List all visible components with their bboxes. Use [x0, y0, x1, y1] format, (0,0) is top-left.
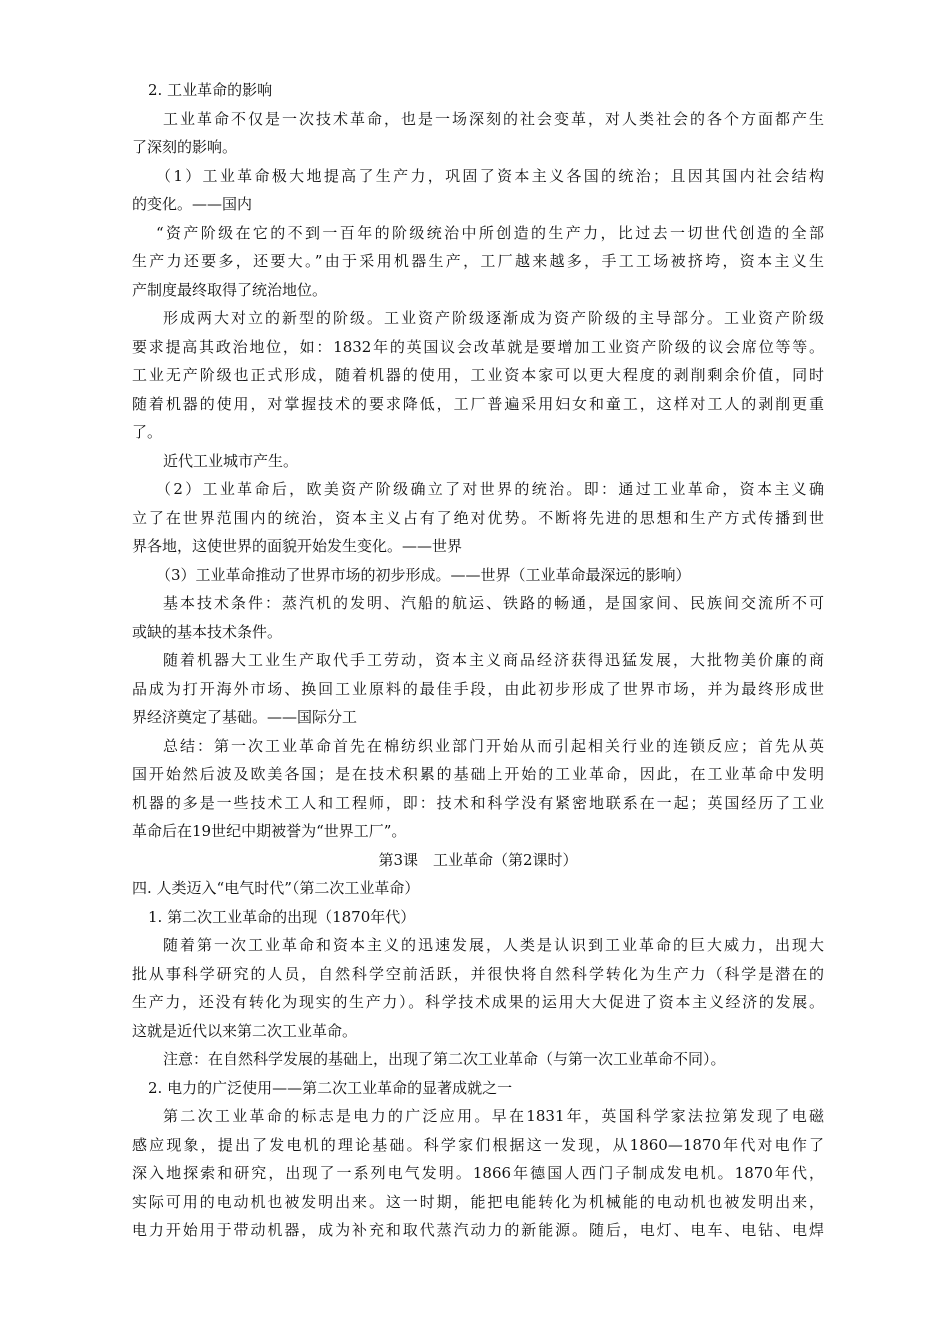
paragraph-line: 了深刻的影响。 — [132, 138, 238, 156]
paragraph-line: 要求提高其政治地位，如：1832年的英国议会改革就是要增加工业资产阶级的议会席位等等。 — [132, 337, 824, 356]
paragraph-line: 深入地探索和研究，出现了一系列电气发明。1866年德国人西门子制成发电机。1870年代， — [132, 1164, 824, 1182]
paragraph-line: 形成两大对立的新型的阶级。工业资产阶级逐渐成为资产阶级的主导部分。工业资产阶级 — [163, 309, 824, 327]
subsection-heading: 2. 电力的广泛使用——第二次工业革命的显著成就之一 — [148, 1078, 513, 1097]
paragraph-line: 近代工业城市产生。 — [163, 451, 299, 470]
paragraph-line: 工业革命不仅是一次技术革命，也是一场深刻的社会变革，对人类社会的各个方面都产生 — [163, 109, 824, 128]
paragraph-line: （2）工业革命后，欧美资产阶级确立了对世界的统治。即：通过工业革命，资本主义确 — [156, 480, 824, 498]
paragraph-line: 实际可用的电动机也被发明出来。这一时期，能把电能转化为机械能的电动机也被发明出来， — [132, 1192, 824, 1211]
paragraph-line: 立了在世界范围内的统治，资本主义占有了绝对优势。不断将先进的思想和生产方式传播到世 — [132, 508, 824, 527]
paragraph-line: （3）工业革命推动了世界市场的初步形成。——世界（工业革命最深远的影响） — [156, 565, 691, 584]
paragraph-line: 了。 — [132, 423, 163, 441]
subsection-heading: 1. 第二次工业革命的出现（1870年代） — [148, 907, 416, 926]
paragraph-line: 机器的多是一些技术工人和工程师，即：技术和科学没有紧密地联系在一起；英国经历了工业 — [132, 793, 824, 812]
paragraph-line: 总结：第一次工业革命首先在棉纺织业部门开始从而引起相关行业的连锁反应；首先从英 — [163, 736, 824, 755]
paragraph-line: 生产力还要多，还要大。”由于采用机器生产，工厂越来越多，手工工场被挤垮，资本主义生 — [132, 252, 824, 270]
paragraph-line: 生产力，还没有转化为现实的生产力）。科学技术成果的运用大大促进了资本主义经济的发展。 — [132, 993, 824, 1011]
paragraph-line: 或缺的基本技术条件。 — [132, 622, 283, 641]
paragraph-line: 基本技术条件：蒸汽机的发明、汽船的航运、铁路的畅通，是国家间、民族间交流所不可 — [163, 594, 824, 612]
paragraph-line: 这就是近代以来第二次工业革命。 — [132, 1021, 358, 1040]
paragraph-line: 革命后在19世纪中期被誉为“世界工厂”。 — [132, 822, 407, 840]
paragraph-line: 批从事科学研究的人员，自然科学空前活跃，并很快将自然科学转化为生产力（科学是潜在的 — [132, 964, 824, 983]
document-body — [132, 76, 824, 1245]
paragraph-line: （1）工业革命极大地提高了生产力，巩固了资本主义各国的统治；且因其国内社会结构 — [156, 166, 824, 185]
paragraph-line: 的变化。——国内 — [132, 195, 253, 213]
paragraph-line: 随着机器大工业生产取代手工劳动，资本主义商品经济获得迅猛发展，大批物美价廉的商 — [163, 651, 824, 669]
paragraph-line: 感应现象，提出了发电机的理论基础。科学家们根据这一发现，从1860—1870年代对电作了 — [132, 1135, 824, 1154]
section-heading: 2. 工业革命的影响 — [148, 81, 273, 99]
section-heading: 四. 人类迈入“电气时代”（第二次工业革命） — [132, 879, 420, 897]
paragraph-line: 国开始然后波及欧美各国；是在技术积累的基础上开始的工业革命，因此，在工业革命中发明 — [132, 765, 824, 783]
paragraph-line: 产制度最终取得了统治地位。 — [132, 280, 328, 299]
paragraph-line: 随着第一次工业革命和资本主义的迅速发展，人类是认识到工业革命的巨大威力，出现大 — [163, 936, 824, 954]
paragraph-line: 工业无产阶级也正式形成，随着机器的使用，工业资本家可以更大程度的剥削剩余价值，同时 — [132, 366, 824, 384]
paragraph-line: 品成为打开海外市场、换回工业原料的最佳手段，由此初步形成了世界市场，并为最终形成世 — [132, 679, 824, 698]
paragraph-line: 随着机器的使用，对掌握技术的要求降低，工厂普遍采用妇女和童工，这样对工人的剥削更重 — [132, 394, 824, 413]
paragraph-line: 界经济奠定了基础。——国际分工 — [132, 708, 358, 726]
paragraph-line: 电力开始用于带动机器，成为补充和取代蒸汽动力的新能源。随后，电灯、电车、电钻、电焊 — [132, 1221, 824, 1239]
paragraph-line: 界各地，这使世界的面貌开始发生变化。——世界 — [132, 537, 463, 555]
lesson-title: 第3课 工业革命（第2课时） — [378, 850, 578, 869]
paragraph-line: 注意：在自然科学发展的基础上，出现了第二次工业革命（与第一次工业革命不同）。 — [163, 1050, 726, 1068]
paragraph-line: “资产阶级在它的不到一百年的阶级统治中所创造的生产力，比过去一切世代创造的全部 — [156, 223, 824, 242]
paragraph-line: 第二次工业革命的标志是电力的广泛应用。早在1831年，英国科学家法拉第发现了电磁 — [163, 1107, 824, 1125]
